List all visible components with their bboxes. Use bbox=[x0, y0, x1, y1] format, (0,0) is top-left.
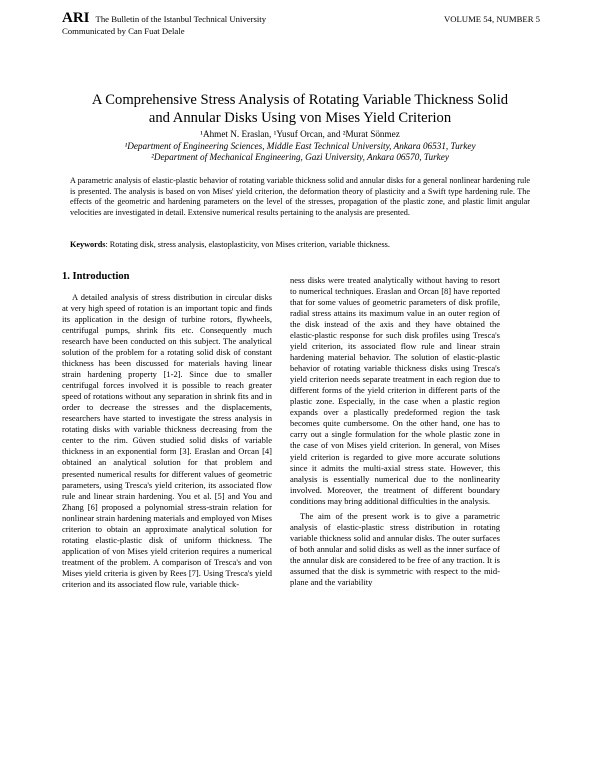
keywords-text: : Rotating disk, stress analysis, elastoplasticity, von Mises criterion, variable thickness. bbox=[105, 240, 390, 249]
keywords bbox=[70, 240, 530, 251]
intro-paragraph-1: A detailed analysis of stress distribution in circular disks at very high speed of rotation is an important topic and finds its application in the design of turbine rotors, flywheels, centrifugal pumps, shrink fits etc. Consequently much research have been conducted on this subject. The analytical solution of the problem for a rotating solid disk of constant thickness has been discussed for materials having linear strain hardening property [1-2]. Since due to smaller centrifugal forces involved it is possible to reach greater speed of rotations without any separation in shrink fits and in order to decrease the stresses and the displacements, researchers have started to investigate the stress analysis in rotating disks with variable thickness decreasing from the center to the rim. Güven studied solid disks of variable thickness in an exponential form [3]. Eraslan and Orcan [4] obtained an analytical solution for that problem and presented numerical results for different values of geometric parameters, using Tresca's yield criterion, its associated flow rule and linear strain hardening. You et al. [5] and You and Zhang [6] proposed a polynomial stress-strain relation for nonlinear strain hardening materials and employed von Mises criterion to obtain an approximate analytical solution for rotating elastic-plastic disk of uniform thickness. The application of von Mises yield criterion requires a numerical treatment of the problem. A comparison of Tresca's and von Mises yield criteria is given by Rees [7]. Using Tresca's yield criterion and its associated flow rule, variable thick- bbox=[62, 292, 272, 589]
affiliation-2: ²Department of Mechanical Engineering, Gazi University, Ankara 06570, Turkey bbox=[151, 152, 449, 163]
section-heading: 1. Introduction bbox=[62, 271, 130, 282]
journal-header bbox=[62, 12, 540, 37]
communicated-by: Communicated by Can Fuat Delale bbox=[62, 26, 185, 36]
journal-line bbox=[62, 12, 266, 25]
left-column bbox=[62, 270, 272, 590]
intro-paragraph-1-continued: ness disks were treated analytically without having to resort to numerical techniques. Eraslan and Orcan [8] have reported that for some values of geometric parameters of disk profile, radial stress attains its maximum value in an outer region of the disk instead of the axis and they have obtained the elastic-plastic response for such disk profiles using Tresca's yield criterion, its associated flow rule and linear strain hardening material behavior. The solution of elastic-plastic behavior of rotating variable thickness disks using Tresca's yield criterion needs separate treatment in each region due to different forms of the yield criterion in different parts of the plastic zone. Especially, in the case when a plastic region expands over a plastically predeformed region the task becomes quite cumbersome. On the other hand, one has to carry out a single formulation for the whole plastic zone in the case of von Mises yield criterion. In general, von Mises yield criterion is regarded to give more accurate solutions since it admits the multi-axial stress state. However, this analysis is essentially numerical due to the nonlinearity involved. Moreover, the treatment of different boundary conditions may bring additional difficulties in the analysis. bbox=[290, 275, 500, 506]
author-block bbox=[40, 129, 560, 164]
keywords-label: Keywords bbox=[70, 240, 106, 249]
title-line-1: A Comprehensive Stress Analysis of Rotating Variable Thickness Solid bbox=[91, 92, 509, 108]
journal-logo: ARI bbox=[62, 10, 90, 26]
intro-paragraph-2: The aim of the present work is to give a parametric analysis of elastic-plastic stress distribution in rotating variable thickness solid and annular disks. The outer surfaces of both annular and solid disks as well as the inner surface of the annular disk are considered to be free of any traction. It is assumed that the disk is symmetric with respect to the mid-plane and the variability bbox=[290, 510, 500, 587]
paper-title bbox=[40, 91, 560, 127]
author-list: ¹Ahmet N. Eraslan, ¹Yusuf Orcan, and ²Murat Sönmez bbox=[200, 129, 400, 139]
volume-info: VOLUME 54, NUMBER 5 bbox=[443, 14, 540, 24]
affiliation-1: ¹Department of Engineering Sciences, Middle East Technical University, Ankara 06531, Turkey bbox=[124, 140, 476, 151]
title-line-2: and Annular Disks Using von Mises Yield Criterion bbox=[148, 110, 452, 126]
right-column bbox=[290, 275, 500, 588]
abstract: A parametric analysis of elastic-plastic behavior of rotating variable thickness solid and annular disks for a general nonlinear hardening rule is presented. The analysis is based on von Mises' yield criterion, the deformation theory of plasticity and a Swift type hardening rule. The effects of the geometric and hardening parameters on the level of the stresses, propagation of the plastic zone, and plastic limit angular velocities are investigated in detail. Extensive numerical results pertaining to the analysis are presented. bbox=[70, 176, 530, 217]
journal-name: The Bulletin of the Istanbul Technical University bbox=[95, 14, 267, 24]
